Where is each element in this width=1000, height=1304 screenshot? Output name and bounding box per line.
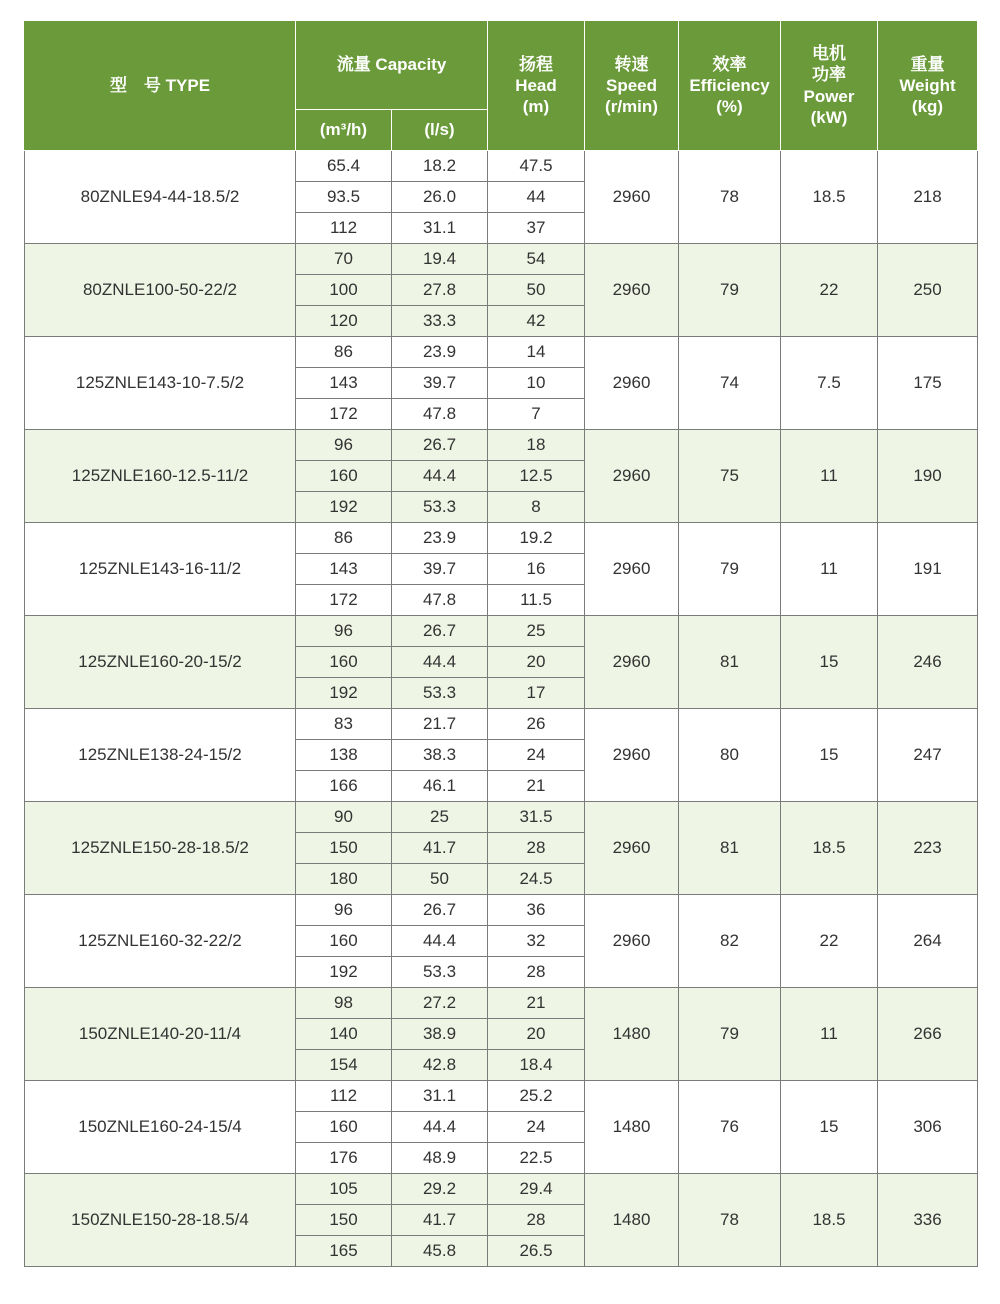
capacity-ls-cell: 53.3 <box>392 492 488 523</box>
power-cell: 11 <box>781 988 878 1081</box>
header-head <box>488 21 585 151</box>
header-weight-unit: (kg) <box>911 97 944 117</box>
head-cell: 25 <box>488 616 585 647</box>
head-cell: 21 <box>488 988 585 1019</box>
speed-cell: 1480 <box>585 988 679 1081</box>
header-speed-cn: 转速 <box>614 54 649 74</box>
capacity-m3h-cell: 172 <box>296 399 392 430</box>
capacity-m3h-cell: 176 <box>296 1143 392 1174</box>
capacity-m3h-cell: 96 <box>296 616 392 647</box>
table-row <box>25 337 978 368</box>
efficiency-cell: 79 <box>679 523 781 616</box>
capacity-m3h-cell: 112 <box>296 1081 392 1112</box>
pump-spec-table <box>24 20 978 1267</box>
model-type-cell: 150ZNLE150-28-18.5/4 <box>25 1174 296 1267</box>
header-speed-en: Speed <box>605 75 658 95</box>
capacity-m3h-cell: 90 <box>296 802 392 833</box>
capacity-ls-cell: 18.2 <box>392 151 488 182</box>
power-cell: 11 <box>781 430 878 523</box>
weight-cell: 191 <box>878 523 978 616</box>
header-capacity-unit-m3h: (m³/h) <box>296 110 392 151</box>
header-eff-cn: 效率 <box>712 54 747 74</box>
head-cell: 31.5 <box>488 802 585 833</box>
capacity-m3h-cell: 96 <box>296 430 392 461</box>
capacity-ls-cell: 44.4 <box>392 461 488 492</box>
capacity-ls-cell: 38.3 <box>392 740 488 771</box>
efficiency-cell: 82 <box>679 895 781 988</box>
head-cell: 19.2 <box>488 523 585 554</box>
efficiency-cell: 78 <box>679 1174 781 1267</box>
weight-cell: 246 <box>878 616 978 709</box>
head-cell: 11.5 <box>488 585 585 616</box>
table-header <box>25 21 978 151</box>
capacity-m3h-cell: 120 <box>296 306 392 337</box>
table-body <box>25 151 978 1267</box>
head-cell: 14 <box>488 337 585 368</box>
model-type-cell: 125ZNLE143-10-7.5/2 <box>25 337 296 430</box>
header-type: 型 号 TYPE <box>25 21 296 151</box>
speed-cell: 2960 <box>585 337 679 430</box>
weight-cell: 264 <box>878 895 978 988</box>
capacity-m3h-cell: 98 <box>296 988 392 1019</box>
power-cell: 18.5 <box>781 1174 878 1267</box>
table-row <box>25 523 978 554</box>
power-cell: 11 <box>781 523 878 616</box>
table-row <box>25 1081 978 1112</box>
capacity-ls-cell: 29.2 <box>392 1174 488 1205</box>
spec-table-container <box>24 20 977 1267</box>
header-weight-en: Weight <box>899 75 956 95</box>
efficiency-cell: 76 <box>679 1081 781 1174</box>
head-cell: 10 <box>488 368 585 399</box>
head-cell: 20 <box>488 1019 585 1050</box>
capacity-ls-cell: 25 <box>392 802 488 833</box>
head-cell: 50 <box>488 275 585 306</box>
capacity-ls-cell: 44.4 <box>392 1112 488 1143</box>
weight-cell: 247 <box>878 709 978 802</box>
capacity-ls-cell: 23.9 <box>392 523 488 554</box>
capacity-ls-cell: 23.9 <box>392 337 488 368</box>
head-cell: 28 <box>488 833 585 864</box>
power-cell: 22 <box>781 895 878 988</box>
head-cell: 36 <box>488 895 585 926</box>
head-cell: 24 <box>488 1112 585 1143</box>
capacity-ls-cell: 48.9 <box>392 1143 488 1174</box>
capacity-m3h-cell: 192 <box>296 957 392 988</box>
speed-cell: 1480 <box>585 1081 679 1174</box>
capacity-m3h-cell: 93.5 <box>296 182 392 213</box>
capacity-m3h-cell: 192 <box>296 678 392 709</box>
capacity-m3h-cell: 143 <box>296 554 392 585</box>
weight-cell: 175 <box>878 337 978 430</box>
header-eff-en: Efficiency <box>689 75 770 95</box>
capacity-m3h-cell: 165 <box>296 1236 392 1267</box>
capacity-m3h-cell: 160 <box>296 926 392 957</box>
capacity-ls-cell: 31.1 <box>392 213 488 244</box>
head-cell: 7 <box>488 399 585 430</box>
capacity-m3h-cell: 166 <box>296 771 392 802</box>
head-cell: 47.5 <box>488 151 585 182</box>
head-cell: 37 <box>488 213 585 244</box>
power-cell: 18.5 <box>781 802 878 895</box>
table-row <box>25 244 978 275</box>
capacity-m3h-cell: 192 <box>296 492 392 523</box>
speed-cell: 2960 <box>585 895 679 988</box>
capacity-ls-cell: 53.3 <box>392 957 488 988</box>
capacity-ls-cell: 39.7 <box>392 554 488 585</box>
head-cell: 17 <box>488 678 585 709</box>
capacity-m3h-cell: 143 <box>296 368 392 399</box>
capacity-ls-cell: 19.4 <box>392 244 488 275</box>
speed-cell: 2960 <box>585 430 679 523</box>
capacity-ls-cell: 47.8 <box>392 399 488 430</box>
head-cell: 32 <box>488 926 585 957</box>
capacity-m3h-cell: 150 <box>296 1205 392 1236</box>
table-row <box>25 988 978 1019</box>
head-cell: 29.4 <box>488 1174 585 1205</box>
head-cell: 42 <box>488 306 585 337</box>
head-cell: 54 <box>488 244 585 275</box>
efficiency-cell: 79 <box>679 988 781 1081</box>
speed-cell: 2960 <box>585 151 679 244</box>
head-cell: 12.5 <box>488 461 585 492</box>
speed-cell: 2960 <box>585 523 679 616</box>
speed-cell: 2960 <box>585 802 679 895</box>
header-power <box>781 21 878 151</box>
power-cell: 15 <box>781 709 878 802</box>
table-row <box>25 151 978 182</box>
capacity-m3h-cell: 180 <box>296 864 392 895</box>
weight-cell: 223 <box>878 802 978 895</box>
capacity-ls-cell: 26.7 <box>392 616 488 647</box>
header-eff-unit: (%) <box>716 97 743 117</box>
head-cell: 28 <box>488 957 585 988</box>
header-speed <box>585 21 679 151</box>
model-type-cell: 150ZNLE140-20-11/4 <box>25 988 296 1081</box>
capacity-ls-cell: 39.7 <box>392 368 488 399</box>
header-power-en: Power <box>803 86 855 106</box>
capacity-ls-cell: 53.3 <box>392 678 488 709</box>
weight-cell: 218 <box>878 151 978 244</box>
header-efficiency <box>679 21 781 151</box>
capacity-ls-cell: 44.4 <box>392 647 488 678</box>
capacity-ls-cell: 41.7 <box>392 1205 488 1236</box>
capacity-m3h-cell: 160 <box>296 461 392 492</box>
capacity-ls-cell: 21.7 <box>392 709 488 740</box>
efficiency-cell: 80 <box>679 709 781 802</box>
model-type-cell: 125ZNLE143-16-11/2 <box>25 523 296 616</box>
capacity-ls-cell: 26.7 <box>392 895 488 926</box>
capacity-m3h-cell: 172 <box>296 585 392 616</box>
table-row <box>25 616 978 647</box>
capacity-ls-cell: 46.1 <box>392 771 488 802</box>
speed-cell: 2960 <box>585 616 679 709</box>
head-cell: 16 <box>488 554 585 585</box>
header-speed-unit: (r/min) <box>605 97 658 117</box>
capacity-m3h-cell: 86 <box>296 523 392 554</box>
header-head-cn: 扬程 <box>519 54 553 74</box>
table-row <box>25 430 978 461</box>
capacity-m3h-cell: 65.4 <box>296 151 392 182</box>
header-weight-cn: 重量 <box>910 54 945 74</box>
table-row <box>25 802 978 833</box>
table-row <box>25 709 978 740</box>
head-cell: 26 <box>488 709 585 740</box>
model-type-cell: 80ZNLE100-50-22/2 <box>25 244 296 337</box>
capacity-ls-cell: 38.9 <box>392 1019 488 1050</box>
header-capacity: 流量 Capacity <box>296 21 488 110</box>
efficiency-cell: 81 <box>679 802 781 895</box>
model-type-cell: 125ZNLE150-28-18.5/2 <box>25 802 296 895</box>
speed-cell: 2960 <box>585 244 679 337</box>
head-cell: 21 <box>488 771 585 802</box>
efficiency-cell: 74 <box>679 337 781 430</box>
model-type-cell: 125ZNLE160-32-22/2 <box>25 895 296 988</box>
head-cell: 28 <box>488 1205 585 1236</box>
weight-cell: 306 <box>878 1081 978 1174</box>
model-type-cell: 125ZNLE160-12.5-11/2 <box>25 430 296 523</box>
header-weight <box>878 21 978 151</box>
capacity-ls-cell: 33.3 <box>392 306 488 337</box>
head-cell: 8 <box>488 492 585 523</box>
power-cell: 7.5 <box>781 337 878 430</box>
efficiency-cell: 81 <box>679 616 781 709</box>
capacity-ls-cell: 42.8 <box>392 1050 488 1081</box>
capacity-m3h-cell: 83 <box>296 709 392 740</box>
weight-cell: 266 <box>878 988 978 1081</box>
table-row <box>25 1174 978 1205</box>
capacity-ls-cell: 26.7 <box>392 430 488 461</box>
capacity-m3h-cell: 100 <box>296 275 392 306</box>
capacity-m3h-cell: 138 <box>296 740 392 771</box>
weight-cell: 250 <box>878 244 978 337</box>
capacity-m3h-cell: 105 <box>296 1174 392 1205</box>
power-cell: 15 <box>781 1081 878 1174</box>
capacity-ls-cell: 27.8 <box>392 275 488 306</box>
header-power-unit: (kW) <box>810 107 848 127</box>
head-cell: 24 <box>488 740 585 771</box>
head-cell: 22.5 <box>488 1143 585 1174</box>
capacity-ls-cell: 27.2 <box>392 988 488 1019</box>
speed-cell: 1480 <box>585 1174 679 1267</box>
table-row <box>25 895 978 926</box>
speed-cell: 2960 <box>585 709 679 802</box>
weight-cell: 336 <box>878 1174 978 1267</box>
head-cell: 25.2 <box>488 1081 585 1112</box>
header-head-unit: (m) <box>522 97 550 117</box>
head-cell: 44 <box>488 182 585 213</box>
model-type-cell: 80ZNLE94-44-18.5/2 <box>25 151 296 244</box>
capacity-m3h-cell: 96 <box>296 895 392 926</box>
capacity-m3h-cell: 160 <box>296 647 392 678</box>
capacity-m3h-cell: 112 <box>296 213 392 244</box>
capacity-m3h-cell: 160 <box>296 1112 392 1143</box>
power-cell: 18.5 <box>781 151 878 244</box>
head-cell: 20 <box>488 647 585 678</box>
capacity-ls-cell: 41.7 <box>392 833 488 864</box>
capacity-m3h-cell: 150 <box>296 833 392 864</box>
efficiency-cell: 79 <box>679 244 781 337</box>
model-type-cell: 125ZNLE160-20-15/2 <box>25 616 296 709</box>
header-power-cn2: 功率 <box>812 65 846 85</box>
capacity-m3h-cell: 70 <box>296 244 392 275</box>
capacity-m3h-cell: 86 <box>296 337 392 368</box>
capacity-ls-cell: 26.0 <box>392 182 488 213</box>
capacity-ls-cell: 44.4 <box>392 926 488 957</box>
capacity-ls-cell: 47.8 <box>392 585 488 616</box>
capacity-ls-cell: 45.8 <box>392 1236 488 1267</box>
efficiency-cell: 75 <box>679 430 781 523</box>
head-cell: 26.5 <box>488 1236 585 1267</box>
head-cell: 24.5 <box>488 864 585 895</box>
power-cell: 22 <box>781 244 878 337</box>
header-power-cn1: 电机 <box>812 44 846 63</box>
capacity-m3h-cell: 140 <box>296 1019 392 1050</box>
capacity-ls-cell: 50 <box>392 864 488 895</box>
capacity-m3h-cell: 154 <box>296 1050 392 1081</box>
model-type-cell: 150ZNLE160-24-15/4 <box>25 1081 296 1174</box>
weight-cell: 190 <box>878 430 978 523</box>
capacity-ls-cell: 31.1 <box>392 1081 488 1112</box>
model-type-cell: 125ZNLE138-24-15/2 <box>25 709 296 802</box>
header-capacity-unit-ls: (l/s) <box>392 110 488 151</box>
power-cell: 15 <box>781 616 878 709</box>
head-cell: 18.4 <box>488 1050 585 1081</box>
head-cell: 18 <box>488 430 585 461</box>
efficiency-cell: 78 <box>679 151 781 244</box>
header-head-en: Head <box>515 75 557 95</box>
